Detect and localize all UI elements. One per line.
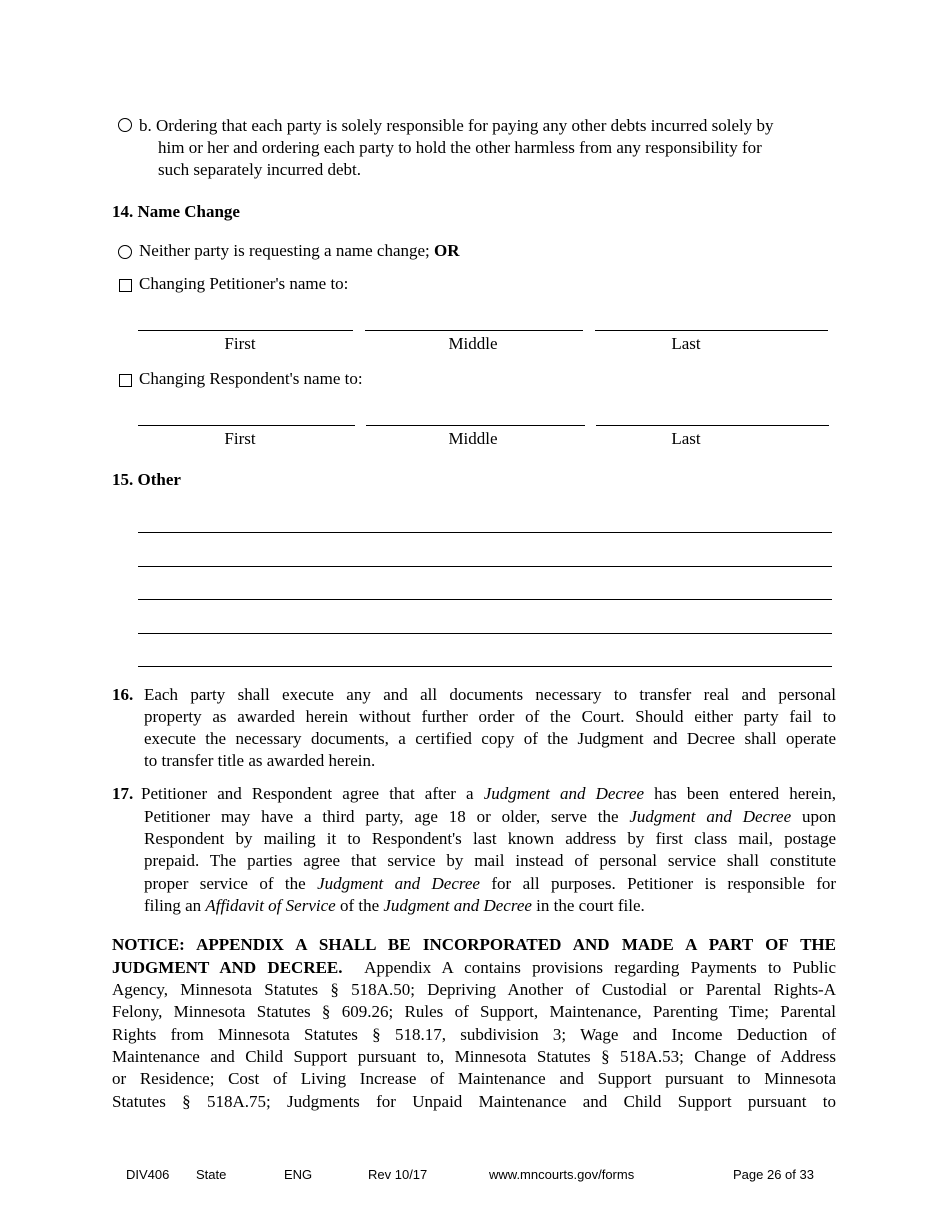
no-name-change-radio[interactable]	[118, 245, 132, 259]
item-13b-marker: b.	[139, 116, 152, 135]
respondent-last-label: Last	[671, 429, 701, 448]
no-name-change-label: Neither party is requesting a name change; OR	[139, 241, 460, 260]
notice-line1: NOTICE: APPENDIX A SHALL BE INCORPORATED AND MADE A PART OF THE	[112, 935, 836, 954]
item-17-line3: Respondent by mailing it to Respondent's last known address by first class mail, postage	[144, 829, 836, 848]
item-13b-line1	[139, 115, 774, 138]
notice-line7: or Residence; Cost of Living Increase of Maintenance and Support pursuant to Minnesota	[112, 1069, 836, 1088]
item-16-line2: property as awarded herein without further order of the Court. Should either party fail to	[144, 707, 836, 726]
footer-language: ENG	[284, 1167, 313, 1182]
respondent-last-name-field[interactable]	[596, 425, 829, 426]
other-line-5[interactable]	[138, 666, 832, 667]
petitioner-last-label: Last	[671, 334, 701, 353]
footer-revision: Rev 10/17	[368, 1167, 428, 1182]
section-15-heading: 15. Other	[112, 470, 181, 489]
petitioner-middle-name-field[interactable]	[365, 330, 583, 331]
other-line-4[interactable]	[138, 633, 832, 634]
petitioner-first-name-field[interactable]	[138, 330, 353, 331]
notice-line8: Statutes § 518A.75; Judgments for Unpaid Maintenance and Child Support pursuant to	[112, 1092, 836, 1111]
item-17-line1: Petitioner and Respondent agree that after a Judgment and Decree has been entered herein,	[141, 784, 836, 803]
footer-url[interactable]: www.mncourts.gov/forms	[489, 1167, 635, 1182]
respondent-first-label: First	[224, 429, 256, 448]
item-17-line2: Petitioner may have a third party, age 18 or older, serve the Judgment and Decree upon	[144, 807, 837, 826]
item-16-line3: execute the necessary documents, a certified copy of the Judgment and Decree shall operate	[144, 729, 836, 748]
item-17-line4: prepaid. The parties agree that service by mail instead of personal service shall constitute	[144, 851, 836, 870]
item-13b-line2: him or her and ordering each party to hold the other harmless from any responsibility for	[158, 138, 762, 157]
other-line-1[interactable]	[138, 532, 832, 533]
item-16-line4: to transfer title as awarded herein.	[144, 751, 376, 770]
item-16-line1: Each party shall execute any and all documents necessary to transfer real and personal	[144, 685, 836, 704]
notice-line2: JUDGMENT AND DECREE. Appendix A contains provisions regarding Payments to Public	[112, 958, 837, 977]
respondent-name-change-label: Changing Respondent's name to:	[139, 369, 363, 388]
item-13b-text1: Ordering that each party is solely responsible for paying any other debts incurred solely by	[156, 116, 774, 135]
respondent-name-change-checkbox[interactable]	[119, 374, 132, 387]
petitioner-first-label: First	[224, 334, 256, 353]
petitioner-name-change-checkbox[interactable]	[119, 279, 132, 292]
item-17-number: 17.	[112, 784, 134, 803]
footer-state: State	[196, 1167, 227, 1182]
item-17-line6: filing an Affidavit of Service of the Judgment and Decree in the court file.	[144, 896, 645, 915]
notice-line3: Agency, Minnesota Statutes § 518A.50; Depriving Another of Custodial or Parental Rights-A	[112, 980, 836, 999]
item-16-number: 16.	[112, 685, 134, 704]
item-13b-line3: such separately incurred debt.	[158, 160, 361, 179]
notice-line4: Felony, Minnesota Statutes § 609.26; Rules of Support, Maintenance, Parenting Time; Parental	[112, 1002, 836, 1021]
option-13b-radio[interactable]	[118, 118, 132, 132]
other-line-3[interactable]	[138, 599, 832, 600]
notice-line5: Rights from Minnesota Statutes § 518.17, subdivision 3; Wage and Income Deduction of	[112, 1025, 836, 1044]
footer-page-number: Page 26 of 33	[733, 1167, 814, 1182]
respondent-middle-name-field[interactable]	[366, 425, 585, 426]
section-14-heading: 14. Name Change	[112, 202, 240, 221]
petitioner-middle-label: Middle	[448, 334, 498, 353]
notice-line6: Maintenance and Child Support pursuant to, Minnesota Statutes § 518A.53; Change of Address	[112, 1047, 836, 1066]
petitioner-name-change-label: Changing Petitioner's name to:	[139, 274, 349, 293]
other-line-2[interactable]	[138, 566, 832, 567]
item-17-line5: proper service of the Judgment and Decree for all purposes. Petitioner is responsible for	[144, 874, 837, 893]
respondent-first-name-field[interactable]	[138, 425, 355, 426]
petitioner-last-name-field[interactable]	[595, 330, 828, 331]
footer-form-id: DIV406	[126, 1167, 170, 1182]
respondent-middle-label: Middle	[448, 429, 498, 448]
